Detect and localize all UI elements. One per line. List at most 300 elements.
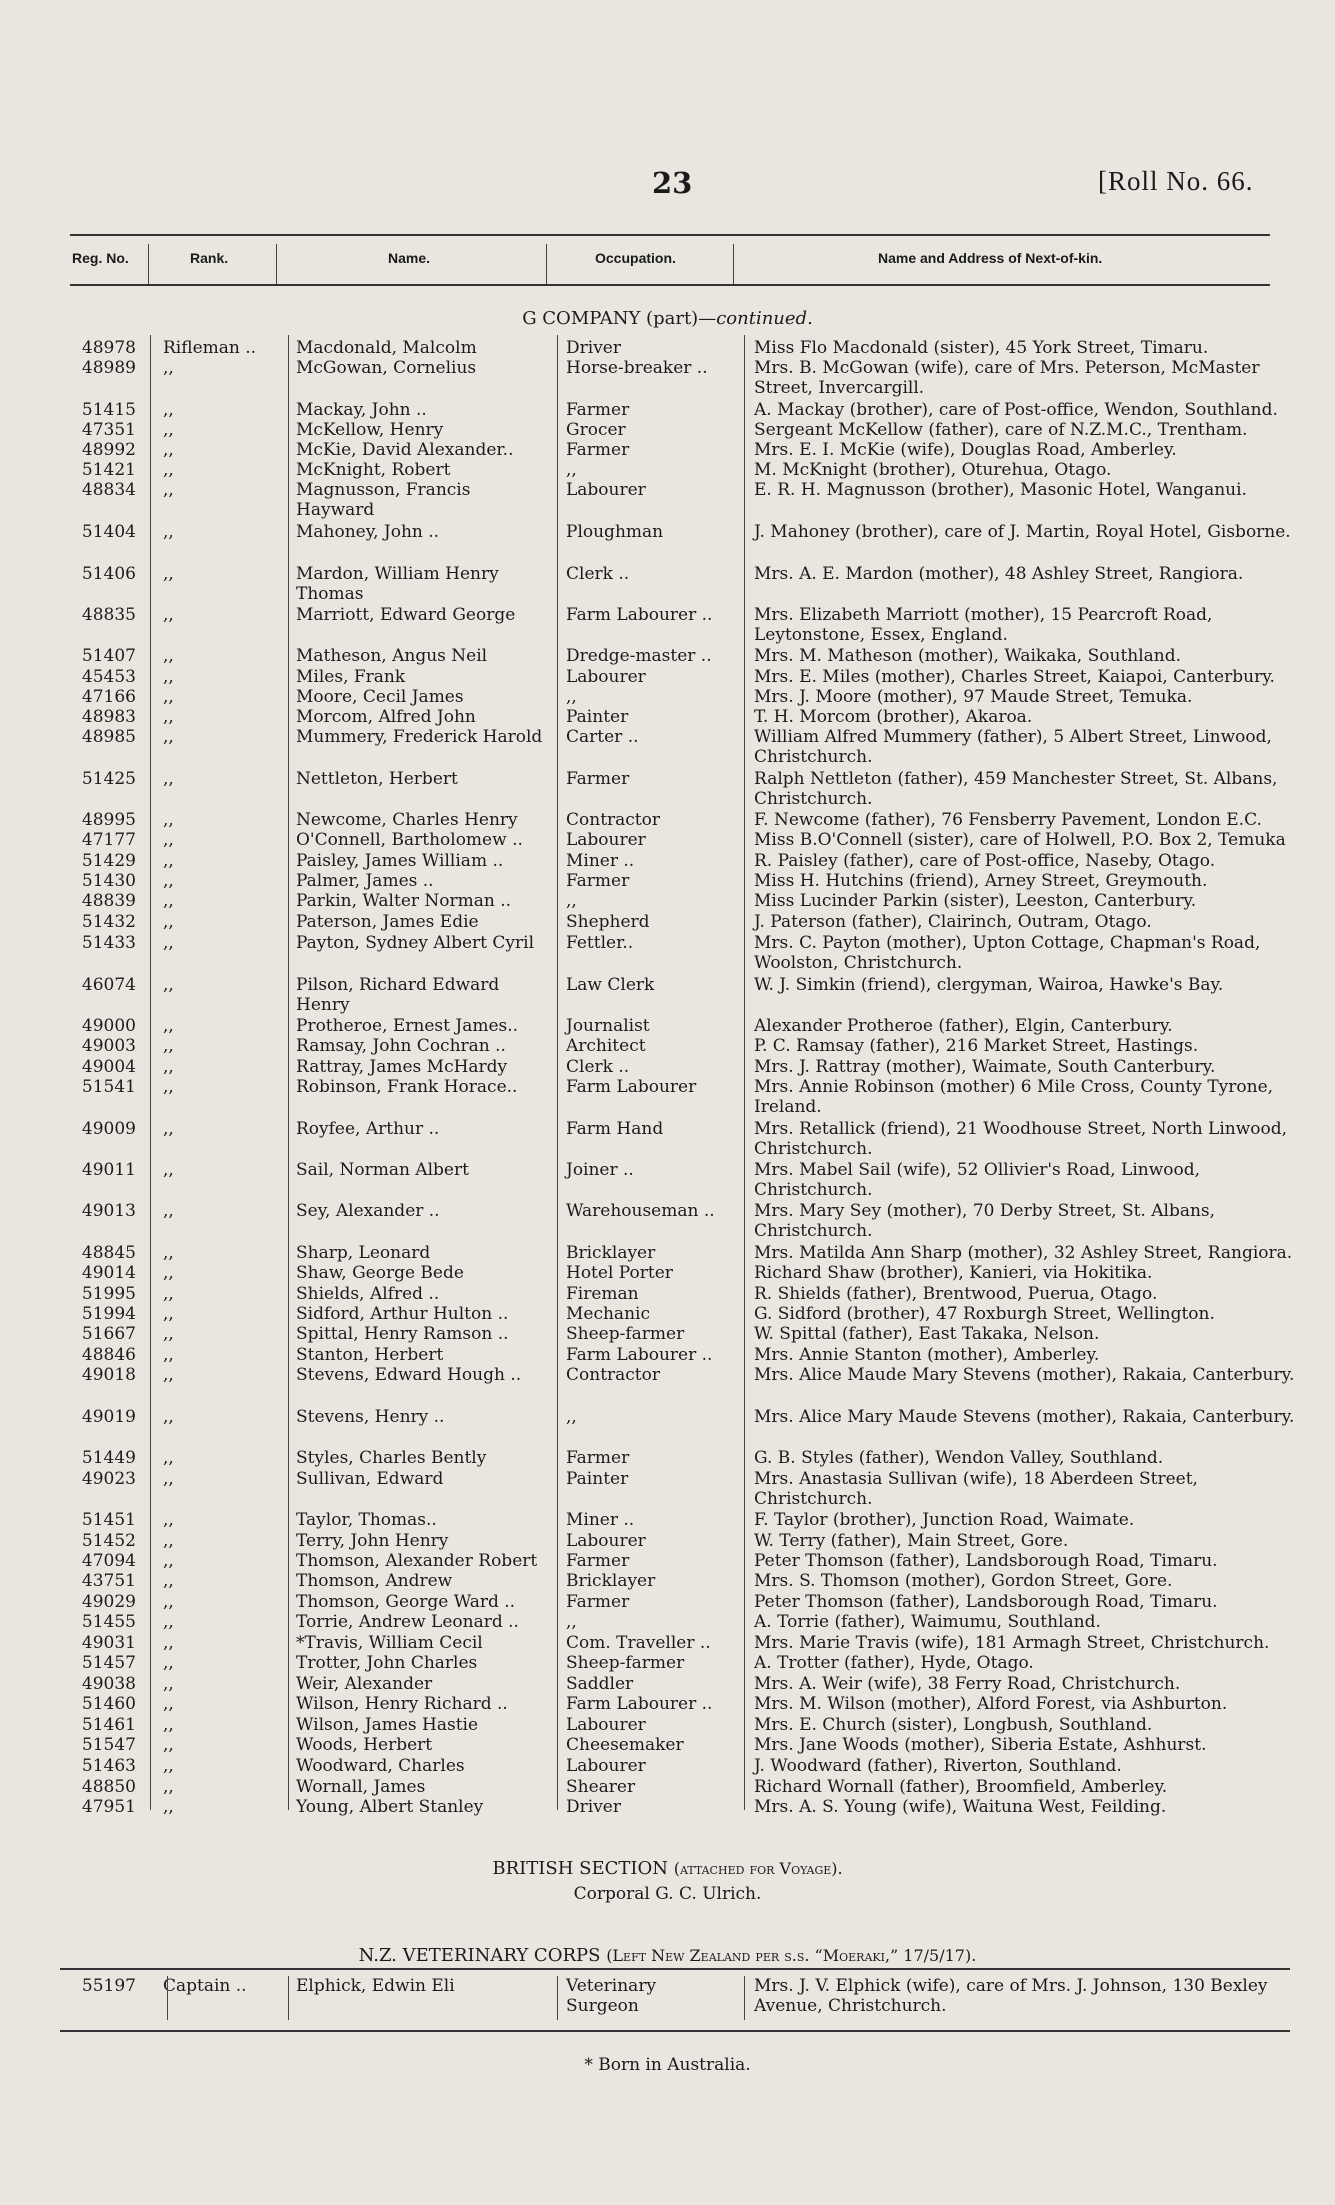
reg-no: 48835 bbox=[81, 605, 136, 625]
rank: ,, bbox=[163, 1531, 174, 1551]
section-title bbox=[0, 308, 1335, 329]
next-of-kin: A. Mackay (brother), care of Post-office, Wendon, Southland. bbox=[754, 400, 1278, 420]
col-divider bbox=[148, 244, 149, 284]
occupation: Com. Traveller .. bbox=[566, 1633, 711, 1653]
reg-no: 51451 bbox=[81, 1510, 136, 1530]
soldier-name: Palmer, James .. bbox=[296, 871, 434, 891]
occupation: Miner .. bbox=[566, 1510, 635, 1530]
soldier-name: Wornall, James bbox=[296, 1777, 426, 1797]
rank: ,, bbox=[163, 667, 174, 687]
rank: ,, bbox=[163, 1201, 174, 1221]
reg-no: 51457 bbox=[81, 1653, 136, 1673]
soldier-name: Terry, John Henry bbox=[296, 1531, 449, 1551]
rank: Captain .. bbox=[163, 1976, 247, 1996]
occupation: Dredge-master .. bbox=[566, 646, 712, 666]
rank: ,, bbox=[163, 851, 174, 871]
next-of-kin: Miss B.O'Connell (sister), care of Holwell, P.O. Box 2, Temuka bbox=[754, 830, 1286, 850]
soldier-name: McGowan, Cornelius bbox=[296, 358, 477, 378]
soldier-name: Marriott, Edward George bbox=[296, 605, 516, 625]
vet-bottom-rule bbox=[60, 2030, 1290, 2032]
reg-no: 48834 bbox=[81, 480, 136, 500]
rank: ,, bbox=[163, 727, 174, 747]
reg-no: 51406 bbox=[81, 564, 136, 584]
occupation: Farm Labourer bbox=[566, 1077, 697, 1097]
soldier-name: Nettleton, Herbert bbox=[296, 769, 458, 789]
rank: ,, bbox=[163, 1365, 174, 1385]
next-of-kin: M. McKnight (brother), Oturehua, Otago. bbox=[754, 460, 1112, 480]
next-of-kin: Mrs. E. Church (sister), Longbush, Southland. bbox=[754, 1715, 1153, 1735]
soldier-name: Shaw, George Bede bbox=[296, 1263, 464, 1283]
soldier-name: Styles, Charles Bently bbox=[296, 1448, 487, 1468]
soldier-name: Stanton, Herbert bbox=[296, 1345, 444, 1365]
occupation: Miner .. bbox=[566, 851, 635, 871]
reg-no: 48985 bbox=[81, 727, 136, 747]
rank: ,, bbox=[163, 871, 174, 891]
soldier-name: Thomson, Andrew bbox=[296, 1571, 453, 1591]
reg-no: 51407 bbox=[81, 646, 136, 666]
reg-no: 51421 bbox=[81, 460, 136, 480]
next-of-kin: Mrs. A. Weir (wife), 38 Ferry Road, Christchurch. bbox=[754, 1674, 1181, 1694]
reg-no: 51455 bbox=[81, 1612, 136, 1632]
next-of-kin: R. Paisley (father), care of Post-office, Naseby, Otago. bbox=[754, 851, 1216, 871]
footnote: * Born in Australia. bbox=[584, 2055, 751, 2075]
reg-no: 51541 bbox=[81, 1077, 136, 1097]
rank: ,, bbox=[163, 440, 174, 460]
reg-no: 51461 bbox=[81, 1715, 136, 1735]
next-of-kin: William Alfred Mummery (father), 5 Albert Street, Linwood, Christchurch. bbox=[754, 727, 1272, 767]
rank: ,, bbox=[163, 1510, 174, 1530]
rank: ,, bbox=[163, 1407, 174, 1427]
soldier-name: Moore, Cecil James bbox=[296, 687, 464, 707]
soldier-name: McKnight, Robert bbox=[296, 460, 451, 480]
soldier-name: Sharp, Leonard bbox=[296, 1243, 431, 1263]
next-of-kin: Mrs. Elizabeth Marriott (mother), 15 Pearcroft Road, Leytonstone, Essex, England. bbox=[754, 605, 1213, 645]
rank: ,, bbox=[163, 1036, 174, 1056]
col-divider bbox=[733, 244, 734, 284]
soldier-name: Parkin, Walter Norman .. bbox=[296, 891, 512, 911]
next-of-kin: Mrs. Annie Robinson (mother) 6 Mile Cross, County Tyrone, Ireland. bbox=[754, 1077, 1274, 1117]
soldier-name: Shields, Alfred .. bbox=[296, 1284, 440, 1304]
table-row bbox=[0, 1797, 1335, 1837]
next-of-kin: W. Spittal (father), East Takaka, Nelson. bbox=[754, 1324, 1100, 1344]
reg-no: 49029 bbox=[81, 1592, 136, 1612]
occupation: Clerk .. bbox=[566, 1057, 630, 1077]
table-row bbox=[0, 1469, 1335, 1509]
next-of-kin: F. Newcome (father), 76 Fensberry Pavement, London E.C. bbox=[754, 810, 1262, 830]
reg-no: 49003 bbox=[81, 1036, 136, 1056]
soldier-name: Sidford, Arthur Hulton .. bbox=[296, 1304, 509, 1324]
soldier-name: Ramsay, John Cochran .. bbox=[296, 1036, 506, 1056]
next-of-kin: Mrs. S. Thomson (mother), Gordon Street, Gore. bbox=[754, 1571, 1173, 1591]
occupation: Labourer bbox=[566, 1715, 646, 1735]
soldier-name: Magnusson, Francis Hayward bbox=[296, 480, 471, 520]
soldier-name: Stevens, Henry .. bbox=[296, 1407, 445, 1427]
soldier-name: Protheroe, Ernest James.. bbox=[296, 1016, 519, 1036]
occupation: Driver bbox=[566, 338, 621, 358]
rank: ,, bbox=[163, 975, 174, 995]
occupation: Farm Labourer .. bbox=[566, 605, 713, 625]
soldier-name: Elphick, Edwin Eli bbox=[296, 1976, 455, 1996]
rank: ,, bbox=[163, 810, 174, 830]
rank: ,, bbox=[163, 420, 174, 440]
table-row bbox=[0, 1077, 1335, 1117]
occupation: Labourer bbox=[566, 1531, 646, 1551]
soldier-name: Morcom, Alfred John bbox=[296, 707, 476, 727]
col-name: Name. bbox=[388, 250, 431, 266]
reg-no: 51995 bbox=[81, 1284, 136, 1304]
soldier-name: Newcome, Charles Henry bbox=[296, 810, 518, 830]
col-rank: Rank. bbox=[190, 250, 229, 266]
rank: ,, bbox=[163, 1057, 174, 1077]
reg-no: 49038 bbox=[81, 1674, 136, 1694]
next-of-kin: Miss Flo Macdonald (sister), 45 York Street, Timaru. bbox=[754, 338, 1209, 358]
reg-no: 48989 bbox=[81, 358, 136, 378]
rank: ,, bbox=[163, 891, 174, 911]
reg-no: 51994 bbox=[81, 1304, 136, 1324]
reg-no: 43751 bbox=[81, 1571, 136, 1591]
soldier-name: Woods, Herbert bbox=[296, 1735, 433, 1755]
section-title-continued: continued. bbox=[716, 308, 813, 329]
occupation: Fireman bbox=[566, 1284, 639, 1304]
next-of-kin: Sergeant McKellow (father), care of N.Z.M.C., Trentham. bbox=[754, 420, 1248, 440]
rank: ,, bbox=[163, 1674, 174, 1694]
reg-no: 49011 bbox=[81, 1160, 136, 1180]
reg-no: 51463 bbox=[81, 1756, 136, 1776]
next-of-kin: Mrs. J. Rattray (mother), Waimate, South Canterbury. bbox=[754, 1057, 1216, 1077]
occupation: Sheep-farmer bbox=[566, 1324, 685, 1344]
header-rule bbox=[70, 284, 1270, 286]
occupation: Farm Labourer .. bbox=[566, 1345, 713, 1365]
next-of-kin: F. Taylor (brother), Junction Road, Waimate. bbox=[754, 1510, 1135, 1530]
rank: ,, bbox=[163, 1735, 174, 1755]
occupation: Labourer bbox=[566, 667, 646, 687]
table-row bbox=[0, 975, 1335, 1015]
reg-no: 47951 bbox=[81, 1797, 136, 1817]
rank: ,, bbox=[163, 1551, 174, 1571]
rank: ,, bbox=[163, 933, 174, 953]
next-of-kin: Miss Lucinder Parkin (sister), Leeston, Canterbury. bbox=[754, 891, 1197, 911]
reg-no: 47094 bbox=[81, 1551, 136, 1571]
next-of-kin: Mrs. A. E. Mardon (mother), 48 Ashley Street, Rangiora. bbox=[754, 564, 1244, 584]
occupation: Farmer bbox=[566, 1592, 630, 1612]
rank: ,, bbox=[163, 707, 174, 727]
vet-corps-title bbox=[0, 1945, 1335, 1966]
soldier-name: McKellow, Henry bbox=[296, 420, 444, 440]
rank: Rifleman .. bbox=[163, 338, 257, 358]
next-of-kin: Mrs. Alice Mary Maude Stevens (mother), Rakaia, Canterbury. bbox=[754, 1407, 1295, 1427]
rank: ,, bbox=[163, 522, 174, 542]
occupation: Joiner .. bbox=[566, 1160, 634, 1180]
next-of-kin: A. Torrie (father), Waimumu, Southland. bbox=[754, 1612, 1101, 1632]
occupation: Horse-breaker .. bbox=[566, 358, 708, 378]
reg-no: 49013 bbox=[81, 1201, 136, 1221]
occupation: Grocer bbox=[566, 420, 626, 440]
occupation: Journalist bbox=[566, 1016, 650, 1036]
reg-no: 51432 bbox=[81, 912, 136, 932]
occupation: ,, bbox=[566, 1407, 577, 1427]
reg-no: 51430 bbox=[81, 871, 136, 891]
rank: ,, bbox=[163, 1612, 174, 1632]
rank: ,, bbox=[163, 769, 174, 789]
next-of-kin: A. Trotter (father), Hyde, Otago. bbox=[754, 1653, 1034, 1673]
rank: ,, bbox=[163, 358, 174, 378]
table-row bbox=[0, 605, 1335, 645]
occupation: Shearer bbox=[566, 1777, 636, 1797]
rank: ,, bbox=[163, 605, 174, 625]
next-of-kin: Richard Shaw (brother), Kanieri, via Hokitika. bbox=[754, 1263, 1153, 1283]
occupation: Farm Hand bbox=[566, 1119, 664, 1139]
occupation: Labourer bbox=[566, 1756, 646, 1776]
next-of-kin: E. R. H. Magnusson (brother), Masonic Hotel, Wanganui. bbox=[754, 480, 1247, 500]
soldier-name: Macdonald, Malcolm bbox=[296, 338, 477, 358]
rank: ,, bbox=[163, 1756, 174, 1776]
reg-no: 48850 bbox=[81, 1777, 136, 1797]
occupation: Contractor bbox=[566, 1365, 660, 1385]
soldier-name: Spittal, Henry Ramson .. bbox=[296, 1324, 509, 1344]
soldier-name: Woodward, Charles bbox=[296, 1756, 465, 1776]
occupation: Farmer bbox=[566, 1551, 630, 1571]
table-row bbox=[0, 564, 1335, 604]
soldier-name: Wilson, James Hastie bbox=[296, 1715, 479, 1735]
next-of-kin: Mrs. B. McGowan (wife), care of Mrs. Peterson, McMaster Street, Invercargill. bbox=[754, 358, 1260, 398]
next-of-kin: Mrs. Marie Travis (wife), 181 Armagh Street, Christchurch. bbox=[754, 1633, 1270, 1653]
british-section-title bbox=[0, 1858, 1335, 1879]
next-of-kin: T. H. Morcom (brother), Akaroa. bbox=[754, 707, 1033, 727]
table-row bbox=[0, 727, 1335, 767]
vet-note: (Left New Zealand per s.s. “Moeraki,” 17/5/17). bbox=[606, 1946, 977, 1965]
soldier-name: Sullivan, Edward bbox=[296, 1469, 444, 1489]
rank: ,, bbox=[163, 912, 174, 932]
next-of-kin: Mrs. Matilda Ann Sharp (mother), 32 Ashley Street, Rangiora. bbox=[754, 1243, 1293, 1263]
occupation: Farmer bbox=[566, 769, 630, 789]
reg-no: 48992 bbox=[81, 440, 136, 460]
next-of-kin: R. Shields (father), Brentwood, Puerua, Otago. bbox=[754, 1284, 1158, 1304]
vet-divider bbox=[167, 1976, 168, 2020]
rank: ,, bbox=[163, 1263, 174, 1283]
vet-divider bbox=[557, 1976, 558, 2020]
occupation: Law Clerk bbox=[566, 975, 655, 995]
soldier-name: Taylor, Thomas.. bbox=[296, 1510, 437, 1530]
reg-no: 45453 bbox=[81, 667, 136, 687]
occupation: Veterinary Surgeon bbox=[566, 1976, 657, 2016]
soldier-name: Mardon, William Henry Thomas bbox=[296, 564, 499, 604]
occupation: Painter bbox=[566, 707, 629, 727]
soldier-name: Paisley, James William .. bbox=[296, 851, 504, 871]
soldier-name: Thomson, Alexander Robert bbox=[296, 1551, 538, 1571]
occupation: Saddler bbox=[566, 1674, 634, 1694]
soldier-name: Matheson, Angus Neil bbox=[296, 646, 488, 666]
rank: ,, bbox=[163, 830, 174, 850]
occupation: ,, bbox=[566, 1612, 577, 1632]
col-next-of-kin: Name and Address of Next-of-kin. bbox=[878, 250, 1103, 266]
next-of-kin: Mrs. E. I. McKie (wife), Douglas Road, Amberley. bbox=[754, 440, 1177, 460]
next-of-kin: Mrs. A. S. Young (wife), Waituna West, Feilding. bbox=[754, 1797, 1167, 1817]
table-row bbox=[0, 1119, 1335, 1159]
next-of-kin: P. C. Ramsay (father), 216 Market Street, Hastings. bbox=[754, 1036, 1199, 1056]
occupation: Labourer bbox=[566, 480, 646, 500]
next-of-kin: Mrs. Mary Sey (mother), 70 Derby Street, St. Albans, Christchurch. bbox=[754, 1201, 1216, 1241]
rank: ,, bbox=[163, 1324, 174, 1344]
occupation: Architect bbox=[566, 1036, 646, 1056]
occupation: Labourer bbox=[566, 830, 646, 850]
occupation: Fettler.. bbox=[566, 933, 634, 953]
next-of-kin: Peter Thomson (father), Landsborough Road, Timaru. bbox=[754, 1592, 1218, 1612]
soldier-name: Mahoney, John .. bbox=[296, 522, 440, 542]
reg-no: 49009 bbox=[81, 1119, 136, 1139]
vet-row bbox=[0, 1976, 1335, 2026]
occupation: ,, bbox=[566, 891, 577, 911]
soldier-name: Weir, Alexander bbox=[296, 1674, 433, 1694]
reg-no: 51449 bbox=[81, 1448, 136, 1468]
vet-title: N.Z. VETERINARY CORPS bbox=[358, 1945, 601, 1966]
soldier-name: Payton, Sydney Albert Cyril bbox=[296, 933, 535, 953]
occupation: Farmer bbox=[566, 440, 630, 460]
reg-no: 48845 bbox=[81, 1243, 136, 1263]
soldier-name: Sey, Alexander .. bbox=[296, 1201, 440, 1221]
next-of-kin: Mrs. M. Matheson (mother), Waikaka, Southland. bbox=[754, 646, 1182, 666]
reg-no: 47351 bbox=[81, 420, 136, 440]
reg-no: 51425 bbox=[81, 769, 136, 789]
rank: ,, bbox=[163, 400, 174, 420]
soldier-name: O'Connell, Bartholomew .. bbox=[296, 830, 523, 850]
occupation: Farmer bbox=[566, 871, 630, 891]
occupation: Carter .. bbox=[566, 727, 639, 747]
reg-no: 51429 bbox=[81, 851, 136, 871]
col-divider bbox=[546, 244, 547, 284]
rank: ,, bbox=[163, 1777, 174, 1797]
soldier-name: Young, Albert Stanley bbox=[296, 1797, 484, 1817]
next-of-kin: Miss H. Hutchins (friend), Arney Street, Greymouth. bbox=[754, 871, 1208, 891]
reg-no: 51452 bbox=[81, 1531, 136, 1551]
next-of-kin: Mrs. Jane Woods (mother), Siberia Estate, Ashhurst. bbox=[754, 1735, 1207, 1755]
reg-no: 49000 bbox=[81, 1016, 136, 1036]
reg-no: 48839 bbox=[81, 891, 136, 911]
occupation: Cheesemaker bbox=[566, 1735, 684, 1755]
rank: ,, bbox=[163, 1633, 174, 1653]
next-of-kin: G. B. Styles (father), Wendon Valley, Southland. bbox=[754, 1448, 1164, 1468]
next-of-kin: Mrs. J. V. Elphick (wife), care of Mrs. J. Johnson, 130 Bexley Avenue, Christchurch. bbox=[754, 1976, 1268, 2016]
next-of-kin: Peter Thomson (father), Landsborough Road, Timaru. bbox=[754, 1551, 1218, 1571]
reg-no: 51404 bbox=[81, 522, 136, 542]
occupation: Warehouseman .. bbox=[566, 1201, 715, 1221]
next-of-kin: Alexander Protheroe (father), Elgin, Canterbury. bbox=[754, 1016, 1173, 1036]
next-of-kin: Richard Wornall (father), Broomfield, Amberley. bbox=[754, 1777, 1168, 1797]
occupation: Mechanic bbox=[566, 1304, 650, 1324]
rank: ,, bbox=[163, 1160, 174, 1180]
soldier-name: Rattray, James McHardy bbox=[296, 1057, 508, 1077]
reg-no: 48995 bbox=[81, 810, 136, 830]
reg-no: 46074 bbox=[81, 975, 136, 995]
reg-no: 47166 bbox=[81, 687, 136, 707]
soldier-name: *Travis, William Cecil bbox=[296, 1633, 483, 1653]
next-of-kin: Mrs. E. Miles (mother), Charles Street, Kaiapoi, Canterbury. bbox=[754, 667, 1275, 687]
table-row bbox=[0, 1160, 1335, 1200]
occupation: Painter bbox=[566, 1469, 629, 1489]
next-of-kin: Mrs. M. Wilson (mother), Alford Forest, via Ashburton. bbox=[754, 1694, 1228, 1714]
occupation: Contractor bbox=[566, 810, 660, 830]
next-of-kin: Mrs. Mabel Sail (wife), 52 Ollivier's Road, Linwood, Christchurch. bbox=[754, 1160, 1201, 1200]
reg-no: 48983 bbox=[81, 707, 136, 727]
vet-top-rule bbox=[60, 1968, 1290, 1970]
occupation: Bricklayer bbox=[566, 1243, 656, 1263]
reg-no: 49019 bbox=[81, 1407, 136, 1427]
reg-no: 49018 bbox=[81, 1365, 136, 1385]
rank: ,, bbox=[163, 1715, 174, 1735]
occupation: ,, bbox=[566, 460, 577, 480]
rank: ,, bbox=[163, 564, 174, 584]
roll-number: [Roll No. 66. bbox=[1098, 166, 1254, 196]
vet-divider bbox=[744, 1976, 745, 2020]
table-row bbox=[0, 933, 1335, 973]
rank: ,, bbox=[163, 1304, 174, 1324]
next-of-kin: Mrs. Retallick (friend), 21 Woodhouse Street, North Linwood, Christchurch. bbox=[754, 1119, 1288, 1159]
rank: ,, bbox=[163, 1694, 174, 1714]
soldier-name: Thomson, George Ward .. bbox=[296, 1592, 516, 1612]
reg-no: 51547 bbox=[81, 1735, 136, 1755]
vet-divider bbox=[288, 1976, 289, 2020]
soldier-name: McKie, David Alexander.. bbox=[296, 440, 514, 460]
occupation: Sheep-farmer bbox=[566, 1653, 685, 1673]
occupation: Hotel Porter bbox=[566, 1263, 673, 1283]
reg-no: 51667 bbox=[81, 1324, 136, 1344]
british-note: (attached for Voyage). bbox=[673, 1859, 843, 1878]
soldier-name: Pilson, Richard Edward Henry bbox=[296, 975, 500, 1015]
reg-no: 49023 bbox=[81, 1469, 136, 1489]
rank: ,, bbox=[163, 460, 174, 480]
british-title: BRITISH SECTION bbox=[492, 1858, 669, 1879]
next-of-kin: W. Terry (father), Main Street, Gore. bbox=[754, 1531, 1069, 1551]
rank: ,, bbox=[163, 1345, 174, 1365]
reg-no: 51433 bbox=[81, 933, 136, 953]
reg-no: 47177 bbox=[81, 830, 136, 850]
next-of-kin: Mrs. C. Payton (mother), Upton Cottage, Chapman's Road, Woolston, Christchurch. bbox=[754, 933, 1261, 973]
col-reg-no: Reg. No. bbox=[72, 250, 129, 266]
rank: ,, bbox=[163, 687, 174, 707]
col-divider bbox=[276, 244, 277, 284]
page-number: 23 bbox=[652, 166, 693, 200]
soldier-name: Mackay, John .. bbox=[296, 400, 427, 420]
rank: ,, bbox=[163, 1243, 174, 1263]
british-member: Corporal G. C. Ulrich. bbox=[573, 1884, 762, 1904]
table-row bbox=[0, 1365, 1335, 1405]
col-occupation: Occupation. bbox=[595, 250, 676, 266]
reg-no: 48978 bbox=[81, 338, 136, 358]
rank: ,, bbox=[163, 1284, 174, 1304]
soldier-name: Mummery, Frederick Harold bbox=[296, 727, 543, 747]
next-of-kin: Mrs. J. Moore (mother), 97 Maude Street, Temuka. bbox=[754, 687, 1193, 707]
section-title-main: G COMPANY (part)— bbox=[522, 308, 717, 329]
occupation: Farmer bbox=[566, 400, 630, 420]
soldier-name: Torrie, Andrew Leonard .. bbox=[296, 1612, 519, 1632]
occupation: Farm Labourer .. bbox=[566, 1694, 713, 1714]
next-of-kin: Mrs. Annie Stanton (mother), Amberley. bbox=[754, 1345, 1100, 1365]
occupation: Driver bbox=[566, 1797, 621, 1817]
table-row bbox=[0, 769, 1335, 809]
rank: ,, bbox=[163, 1469, 174, 1489]
table-row bbox=[0, 358, 1335, 398]
soldier-name: Sail, Norman Albert bbox=[296, 1160, 469, 1180]
next-of-kin: G. Sidford (brother), 47 Roxburgh Street, Wellington. bbox=[754, 1304, 1215, 1324]
reg-no: 51415 bbox=[81, 400, 136, 420]
reg-no: 49031 bbox=[81, 1633, 136, 1653]
soldier-name: Robinson, Frank Horace.. bbox=[296, 1077, 518, 1097]
soldier-name: Stevens, Edward Hough .. bbox=[296, 1365, 522, 1385]
occupation: Clerk .. bbox=[566, 564, 630, 584]
reg-no: 48846 bbox=[81, 1345, 136, 1365]
rank: ,, bbox=[163, 480, 174, 500]
occupation: ,, bbox=[566, 687, 577, 707]
soldier-name: Wilson, Henry Richard .. bbox=[296, 1694, 508, 1714]
